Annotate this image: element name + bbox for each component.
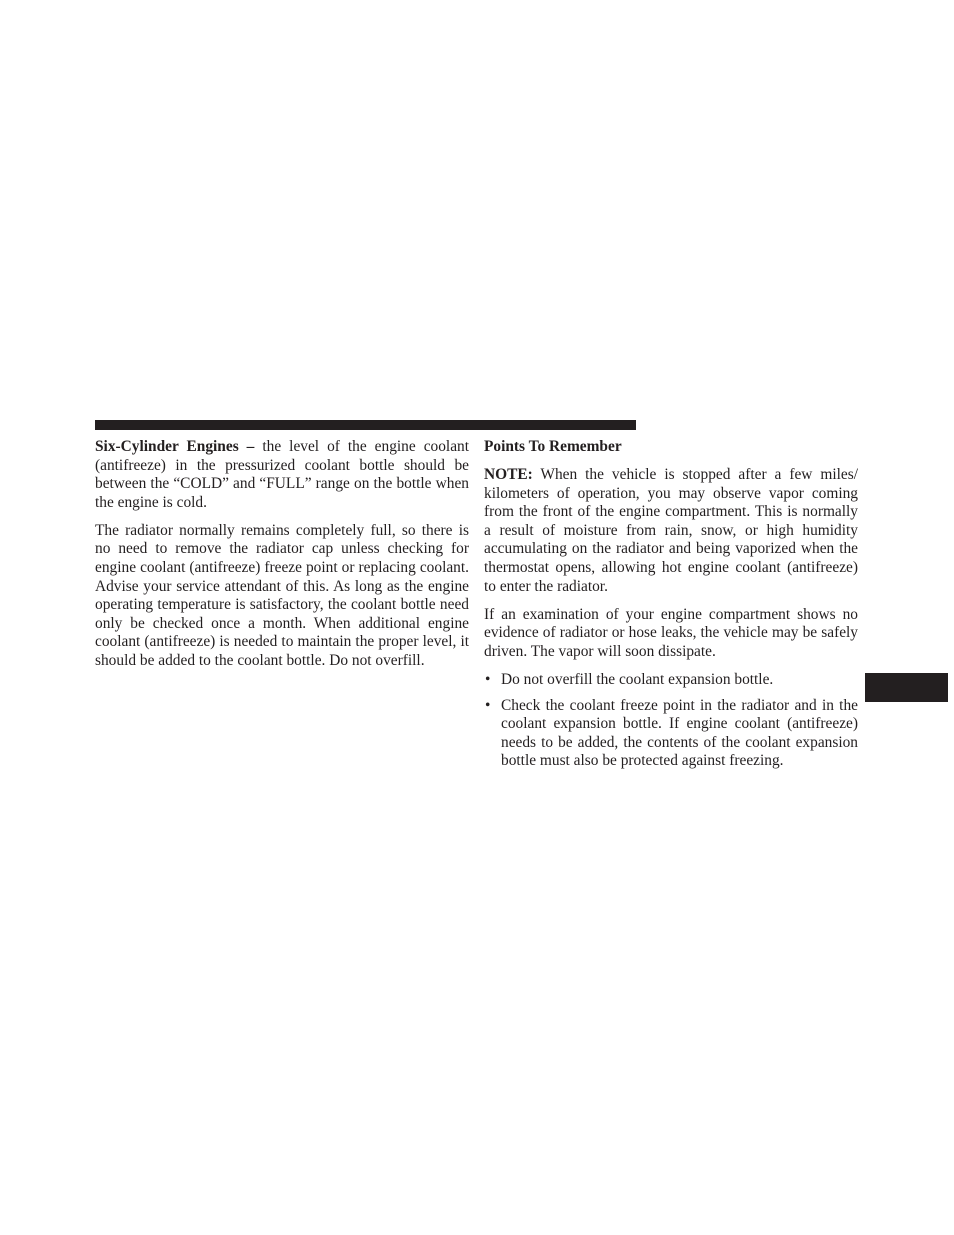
- six-cylinder-paragraph: [95, 438, 469, 512]
- bullet-list: [484, 671, 858, 771]
- left-column: [95, 438, 469, 680]
- examination-paragraph: If an examination of your engine compartment shows no evidence of radiator or hose leaks, the vehicle may be safely driven. The vapor will soon dissipate.: [484, 605, 858, 660]
- six-cylinder-text: the level of the engine coolant (antifreeze) in the pressurized coolant bottle should be between the “COLD” and “FULL” range on the bottle when the engine is cold.: [95, 438, 470, 511]
- note-paragraph: [484, 466, 858, 596]
- section-top-rule: [95, 420, 636, 430]
- right-column: [484, 438, 858, 778]
- bullet-icon: •: [485, 671, 491, 689]
- list-item: [484, 697, 858, 771]
- points-to-remember-heading: Points To Remember: [484, 438, 622, 455]
- chapter-tab-marker: [865, 673, 948, 702]
- note-text: When the vehicle is stopped after a few miles/ kilometers of operation, you may observe vapor coming from the front of the engine compartment. This is normally a result of moisture from rain, snow, or high humidity accumulating on the radiator and being vaporized when the thermostat opens, allowing hot engine coolant (antifreeze) to enter the radiator.: [484, 466, 858, 595]
- note-lead: NOTE:: [484, 466, 533, 484]
- bullet-text: Do not overfill the coolant expansion bottle.: [501, 671, 774, 689]
- list-item: [484, 671, 858, 690]
- bullet-text: Check the coolant freeze point in the radiator and in the coolant expansion bottle. If engine coolant (antifreeze) needs to be added, the contents of the coolant expansion bottle must also be protected against freezing.: [501, 696, 858, 770]
- bullet-icon: •: [485, 696, 491, 714]
- six-cylinder-lead: Six-Cylinder Engines –: [95, 438, 255, 455]
- radiator-paragraph: The radiator normally remains completely full, so there is no need to remove the radiator cap unless checking for engine coolant (antifreeze) freeze point or replacing coolant. Advise your service attendant of this. As long as the engine operating temperature is satisfactory, the coolant bottle need only be checked once a month. When additional engine coolant (antifreeze) is needed to maintain the proper level, it should be added to the coolant bottle. Do not overfill.: [95, 521, 469, 670]
